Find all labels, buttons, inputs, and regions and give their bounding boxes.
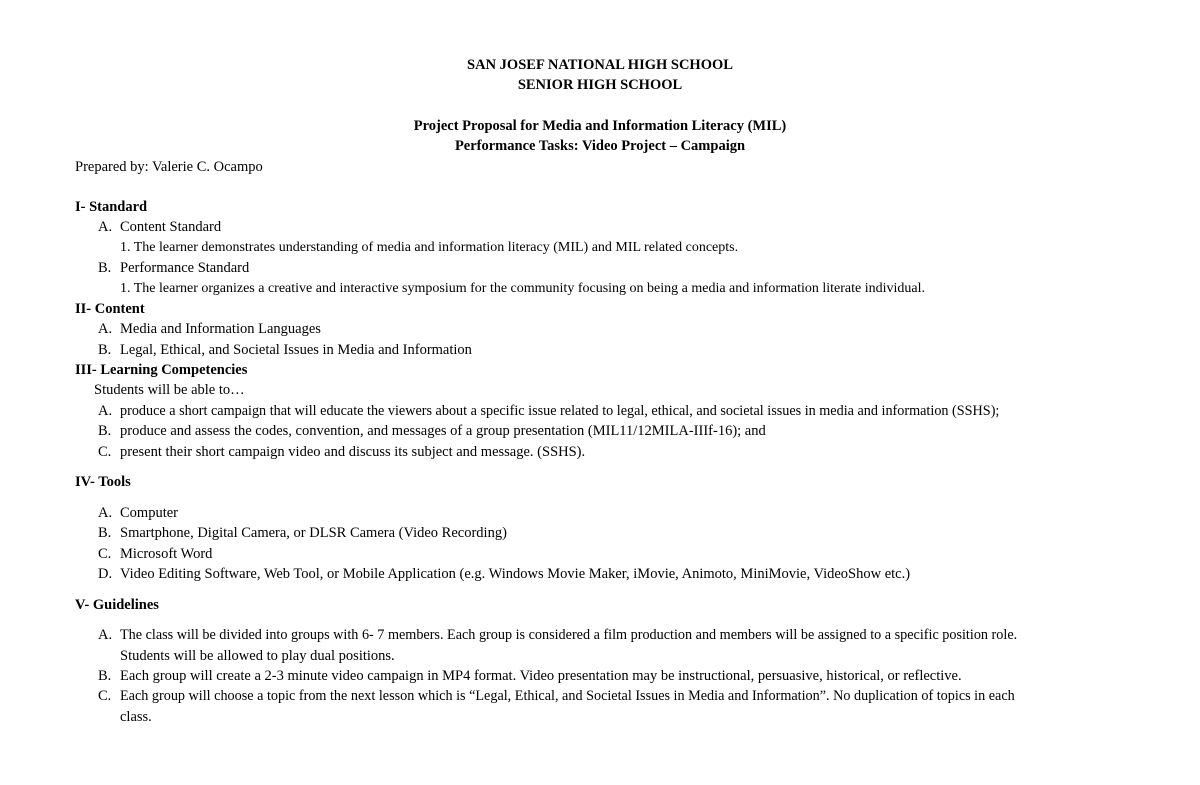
list-letter: B.	[98, 668, 112, 684]
list-letter: B.	[98, 342, 112, 358]
section-heading-tools: IV- Tools	[75, 474, 131, 490]
list-item: Performance Standard	[120, 260, 250, 276]
section-heading-content: II- Content	[75, 301, 145, 317]
proposal-title: Project Proposal for Media and Information Literacy (MIL)	[413, 118, 787, 134]
list-item: The class will be divided into groups with 6- 7 members. Each group is considered a film production and members will be assigned to a specific position role.	[120, 627, 1018, 643]
list-letter: B.	[98, 260, 112, 276]
task-title: Performance Tasks: Video Project – Campaign	[454, 138, 746, 154]
list-item: produce and assess the codes, convention, and messages of a group presentation (MIL11/12MILA-IIIf-16); and	[120, 423, 766, 439]
competencies-intro: Students will be able to…	[94, 382, 245, 398]
list-item: present their short campaign video and discuss its subject and message. (SSHS).	[120, 444, 586, 460]
list-item: Microsoft Word	[120, 546, 213, 562]
list-item: Media and Information Languages	[120, 321, 321, 337]
section-heading-competencies: III- Learning Competencies	[75, 362, 248, 378]
list-letter: A.	[98, 403, 113, 419]
list-item: Content Standard	[120, 219, 222, 235]
list-item: Smartphone, Digital Camera, or DLSR Camera (Video Recording)	[120, 525, 507, 541]
list-item: Computer	[120, 505, 178, 521]
list-letter: C.	[98, 688, 112, 704]
list-letter: B.	[98, 525, 112, 541]
list-item: produce a short campaign that will educate the viewers about a specific issue related to legal, ethical, and societal issues in media and information (SSHS);	[120, 403, 1000, 419]
sub-item: 1. The learner organizes a creative and interactive symposium for the community focusing on being a media and information literate individual.	[120, 281, 926, 296]
list-letter: A.	[98, 627, 113, 643]
sub-item: 1. The learner demonstrates understanding of media and information literacy (MIL) and MIL related concepts.	[120, 240, 739, 255]
section-heading-standard: I- Standard	[75, 199, 148, 215]
list-letter: A.	[98, 321, 113, 337]
section-heading-guidelines: V- Guidelines	[75, 597, 159, 613]
list-item-continuation: class.	[120, 709, 152, 725]
list-letter: C.	[98, 444, 112, 460]
list-letter: A.	[98, 505, 113, 521]
list-item: Legal, Ethical, and Societal Issues in Media and Information	[120, 342, 472, 358]
school-name: SAN JOSEF NATIONAL HIGH SCHOOL	[467, 57, 733, 73]
list-letter: D.	[98, 566, 113, 582]
list-item-continuation: Students will be allowed to play dual positions.	[120, 648, 395, 664]
list-item: Video Editing Software, Web Tool, or Mobile Application (e.g. Windows Movie Maker, iMovie, Animoto, MiniMovie, VideoShow etc.)	[120, 566, 911, 582]
list-letter: B.	[98, 423, 112, 439]
prepared-by: Prepared by: Valerie C. Ocampo	[75, 159, 263, 175]
list-letter: A.	[98, 219, 113, 235]
list-item: Each group will create a 2-3 minute video campaign in MP4 format. Video presentation may be instructional, persuasive, historical, or reflective.	[120, 668, 962, 684]
list-letter: C.	[98, 546, 112, 562]
school-division: SENIOR HIGH SCHOOL	[517, 77, 683, 93]
list-item: Each group will choose a topic from the next lesson which is “Legal, Ethical, and Societal Issues in Media and Information”. No duplication of topics in each	[120, 688, 1015, 704]
